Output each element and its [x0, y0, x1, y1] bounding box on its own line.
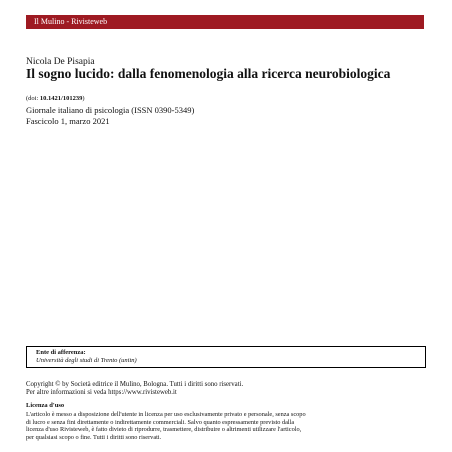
- doi-link[interactable]: 10.1421/101239: [39, 95, 83, 102]
- journal-info: [26, 105, 194, 127]
- copyright-block: [26, 381, 426, 397]
- affiliation-value: Università degli studi di Trento (unitn): [36, 357, 137, 364]
- info-line: Per altre informazioni si veda https://www.rivisteweb.it: [26, 389, 177, 396]
- license-line: licenza d'uso Rivisteweb, è fatto divieto di riprodurre, trasmettere, distribuire o altrimenti utilizzare l'articolo,: [26, 426, 302, 433]
- affiliation-label: Ente di afferenza:: [36, 349, 86, 356]
- license-heading: Licenza d'uso: [26, 402, 65, 409]
- doi-line: [26, 95, 85, 102]
- header-label: Il Mulino - Rivisteweb: [34, 17, 108, 26]
- journal-name: Giornale italiano di psicologia (ISSN 0390-5349): [26, 105, 195, 115]
- journal-issue: Fascicolo 1, marzo 2021: [26, 116, 110, 126]
- doi-suffix: ): [82, 95, 85, 102]
- license-line: per qualsiasi scopo o fine. Tutti i diritti sono riservati.: [26, 433, 162, 441]
- affiliation-box: [26, 346, 426, 368]
- doi-prefix: (doi:: [26, 95, 40, 102]
- license-text: [26, 411, 426, 441]
- copyright-line: Copyright © by Società editrice il Mulino, Bologna. Tutti i diritti sono riservati.: [26, 381, 244, 388]
- article-title: Il sogno lucido: dalla fenomenologia alla ricerca neurobiologica: [26, 66, 391, 81]
- author-name: Nicola De Pisapia: [26, 57, 95, 67]
- license-line: di lucro e senza fini direttamente o indirettamente commerciali. Salvo quanto espressamente previsto dalla: [26, 418, 295, 426]
- header-bar: [26, 15, 424, 29]
- license-line: L'articolo è messo a disposizione dell'utente in licenza per uso esclusivamente privato e personale, senza scopo: [26, 411, 306, 418]
